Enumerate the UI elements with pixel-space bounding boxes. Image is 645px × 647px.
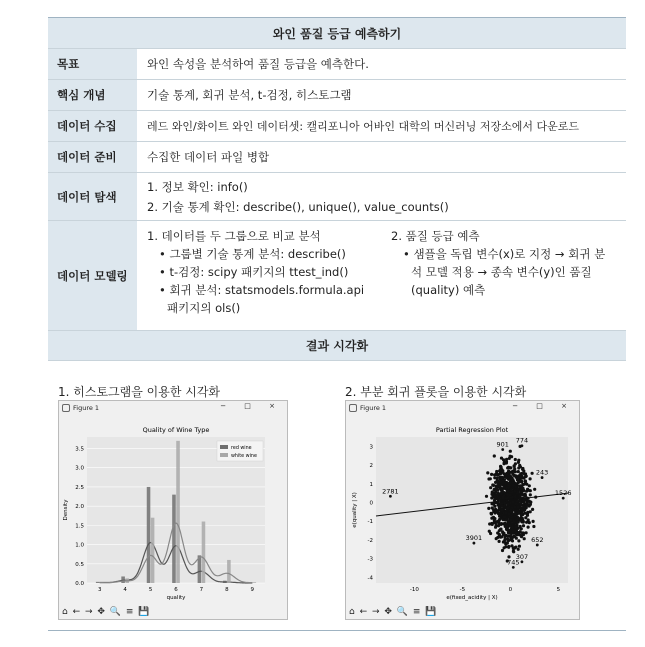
explore-line-2: 2. 기술 통계 확인: describe(), unique(), value_counts() [147,199,449,214]
scatter-point [514,476,517,479]
row-value: 레드 와인/화이트 와인 데이터셋: 캘리포니아 어바인 대학의 머신러닝 저장소에서 다운로드 [147,120,580,133]
modeling-content [137,221,626,330]
scatter-point [526,488,529,491]
scatter-point [515,537,518,540]
row-value: 와인 속성을 분석하여 품질 등급을 예측한다. [147,57,369,71]
scatter-point [510,477,513,480]
scatter-point [492,484,495,487]
scatter-point [518,545,521,548]
scatter-point [504,473,507,476]
scatter-point [500,522,503,525]
regression-chart [346,415,579,605]
scatter-point [512,470,515,473]
bottom-divider [48,630,626,631]
scatter-point [489,486,492,489]
scatter-point [517,539,520,542]
scatter-point [507,507,510,510]
scatter-point [507,546,510,549]
scatter-point [498,540,501,543]
row-label: 목표 [48,49,137,79]
figure-window-histogram [58,400,288,620]
outlier-point [562,497,565,500]
modeling-col2-line: • 샘플을 독립 변수(x)로 지정 → 회귀 분 [403,247,606,261]
y-tick-label: 0 [369,500,373,507]
row-goal [48,49,626,80]
scatter-point [507,489,510,492]
scatter-point [505,524,508,527]
scatter-point [513,464,516,467]
scatter-point [520,477,523,480]
y-axis-label: e(quality | X) [352,492,358,528]
scatter-point [490,473,493,476]
scatter-point [520,480,523,483]
plot-area [376,437,568,583]
scatter-point [489,477,492,480]
scatter-point [498,519,501,522]
scatter-point [508,466,511,469]
scatter-point [510,518,513,521]
modeling-col-2 [387,227,626,324]
scatter-point [520,527,523,530]
scatter-point [520,514,523,517]
y-tick-label: 2 [369,463,373,470]
legend-label: red wine [231,446,252,451]
scatter-point [521,531,524,534]
y-tick-label: 1.0 [75,542,84,549]
histogram-bar [147,487,151,583]
scatter-point [485,495,488,498]
outlier-label: 901 [496,440,509,449]
scatter-point [501,508,504,511]
modeling-col1-item-cont: 패키지의 ols() [167,301,241,315]
scatter-point [502,533,505,536]
scatter-point [518,499,521,502]
scatter-point [520,490,523,493]
scatter-point [510,488,513,491]
row-collection [48,111,626,142]
scatter-point [521,468,524,471]
scatter-point [503,487,506,490]
scatter-point [487,507,490,510]
histogram-bar [253,582,257,583]
scatter-point [488,522,491,525]
row-label: 데이터 수집 [48,111,137,141]
modeling-col1-item: • t-검정: scipy 패키지의 ttest_ind() [159,265,349,279]
figure-toolbar[interactable]: ⌂ ← → ✥ 🔍 ≡ 💾 [62,607,151,617]
outlier-label: 774 [515,436,529,445]
scatter-point [507,531,510,534]
scatter-point [493,517,496,520]
scatter-point [502,491,505,494]
histogram-bar [176,441,180,583]
figure-window-title: Figure 1 [360,404,387,412]
scatter-point [499,528,502,531]
scatter-point [507,513,510,516]
y-tick-label: 1.5 [75,523,84,530]
histogram-chart [59,415,287,605]
row-label: 데이터 준비 [48,142,137,172]
scatter-point [500,457,503,460]
chart-title: Quality of Wine Type [142,426,210,434]
x-axis-label: quality [166,595,186,601]
legend-swatch [220,445,228,449]
scatter-point [493,454,496,457]
outlier-label: 2781 [382,487,399,496]
scatter-point [516,487,519,490]
scatter-point [495,537,498,540]
scatter-point [513,546,516,549]
scatter-point [511,539,514,542]
scatter-point [499,536,502,539]
chart-title: Partial Regression Plot [435,426,509,434]
y-tick-label: 1 [369,481,373,488]
scatter-point [525,531,528,534]
modeling-col-1 [147,227,387,324]
y-tick-label: -2 [367,537,373,544]
scatter-point [515,532,518,535]
scatter-point [524,475,527,478]
scatter-point [505,476,508,479]
scatter-point [532,525,535,528]
modeling-col2-title: 2. 품질 등급 예측 [391,229,480,243]
modeling-col1-item: • 그룹별 기술 통계 분석: describe() [159,247,346,261]
outlier-point [389,495,392,498]
scatter-point [497,482,500,485]
scatter-point [526,511,529,514]
scatter-point [491,506,494,509]
result-title: 결과 시각화 [48,331,626,361]
outlier-point [541,476,544,479]
scatter-point [498,512,501,515]
y-tick-label: 2.0 [75,504,84,511]
row-value [137,173,626,220]
legend-swatch [220,453,228,457]
outlier-label: 745 [507,558,520,567]
scatter-point [517,470,520,473]
row-label: 데이터 모델링 [48,221,137,330]
figure-window-regression [345,400,580,620]
scatter-point [507,503,510,506]
scatter-point [511,536,514,539]
outlier-label: 652 [531,535,544,544]
x-tick-label: 5 [556,587,561,593]
scatter-point [517,480,520,483]
histogram-bar [227,560,231,583]
scatter-point [490,493,493,496]
scatter-point [522,506,525,509]
scatter-point [497,503,500,506]
row-preparation [48,142,626,173]
scatter-point [509,524,512,527]
scatter-point [529,493,532,496]
y-axis-label: Density [63,499,69,521]
scatter-point [493,505,496,508]
scatter-point [532,520,535,523]
scatter-point [490,496,493,499]
row-exploration [48,173,626,221]
scatter-point [529,477,532,480]
explore-line-1: 1. 정보 확인: info() [147,179,248,194]
scatter-point [495,488,498,491]
scatter-point [494,511,497,514]
scatter-point [509,493,512,496]
figure-app-icon [349,404,357,412]
scatter-point [512,484,515,487]
row-concepts [48,80,626,111]
scatter-point [508,521,511,524]
scatter-point [506,541,509,544]
y-tick-label: 3.5 [75,446,84,453]
scatter-point [496,494,499,497]
outlier-point [536,544,539,547]
y-tick-label: -3 [367,556,373,563]
outlier-point [501,448,504,451]
histogram-bar [172,495,176,583]
row-modeling [48,221,626,331]
outlier-label: 1526 [554,489,572,498]
scatter-point [511,500,514,503]
scatter-point [514,458,517,461]
scatter-point [501,470,504,473]
modeling-col1-title: 1. 데이터를 두 그룹으로 비교 분석 [147,229,321,243]
scatter-point [514,525,517,528]
scatter-point [489,532,492,535]
scatter-point [506,538,509,541]
outlier-point [521,560,524,563]
row-value: 기술 통계, 회귀 분석, t-검정, 히스토그램 [147,88,352,102]
window-controls[interactable]: − □ × [512,402,575,410]
scatter-point [523,537,526,540]
histogram-bar [202,522,206,583]
document-table [48,17,626,361]
figure-toolbar[interactable]: ⌂ ← → ✥ 🔍 ≡ 💾 [349,607,438,617]
scatter-point [531,508,534,511]
x-tick-label: 9 [250,587,255,593]
figure-titlebar [346,401,579,415]
scatter-point [513,512,516,515]
outlier-point [512,566,515,569]
scatter-point [519,494,522,497]
outlier-point [473,542,476,545]
scatter-point [510,544,513,547]
y-tick-label: 3.0 [75,465,84,472]
y-tick-label: 3 [369,444,373,451]
x-tick-label: 4 [123,587,127,593]
y-tick-label: 0.5 [75,561,84,568]
scatter-point [503,462,506,465]
scatter-point [519,472,522,475]
scatter-point [509,450,512,453]
scatter-point [509,455,512,458]
scatter-point [511,531,514,534]
x-tick-label: 8 [225,587,229,593]
scatter-point [515,483,518,486]
outlier-label: 307 [515,552,529,561]
scatter-point [518,510,521,513]
histogram-bar [151,518,155,583]
window-controls[interactable]: − □ × [220,402,283,410]
scatter-point [486,471,489,474]
scatter-point [522,524,525,527]
scatter-point [531,472,534,475]
x-tick-label: 6 [174,587,178,593]
scatter-point [533,488,536,491]
scatter-point [516,505,519,508]
scatter-point [496,531,499,534]
outlier-label: 3901 [465,534,483,543]
scatter-point [510,509,513,512]
scatter-point [522,483,525,486]
scatter-point [501,504,504,507]
scatter-point [503,516,506,519]
y-tick-label: -1 [367,519,373,526]
x-tick-label: 0 [508,587,513,593]
modeling-col1-item: • 회귀 분석: statsmodels.formula.api [159,283,365,297]
scatter-point [501,549,504,552]
row-label: 핵심 개념 [48,80,137,110]
modeling-col2-line: 석 모델 적용 → 종속 변수(y)인 품질 [411,265,592,279]
document-title: 와인 품질 등급 예측하기 [48,17,626,49]
figure-window-title: Figure 1 [73,404,100,412]
scatter-point [517,466,520,469]
scatter-point [527,503,530,506]
modeling-col2-line: (quality) 예측 [411,283,486,297]
scatter-point [503,546,506,549]
caption-histogram: 1. 히스토그램을 이용한 시각화 [58,385,220,399]
row-value: 수집한 데이터 파일 병합 [147,150,270,164]
scatter-point [527,526,530,529]
scatter-point [528,500,531,503]
outlier-label: 243 [535,468,549,477]
scatter-point [507,535,510,538]
scatter-point [523,512,526,515]
y-tick-label: -4 [367,575,373,582]
row-label: 데이터 탐색 [48,173,137,220]
x-axis-label: e(fixed_acidity | X) [446,595,498,601]
x-tick-label: 3 [97,587,102,593]
x-tick-label: -10 [409,587,419,593]
scatter-point [517,461,520,464]
y-tick-label: 2.5 [75,484,84,491]
y-tick-label: 0.0 [75,581,84,587]
scatter-point [514,495,517,498]
scatter-point [528,521,531,524]
scatter-point [496,474,499,477]
scatter-point [495,524,498,527]
x-tick-label: -5 [459,587,466,593]
histogram-bar [96,582,100,583]
scatter-point [521,487,524,490]
figure-titlebar [59,401,287,415]
scatter-point [490,512,493,515]
scatter-point [501,477,504,480]
scatter-point [513,521,516,524]
scatter-point [525,483,528,486]
scatter-point [526,514,529,517]
figure-app-icon [62,404,70,412]
scatter-point [517,476,520,479]
legend-label: white wine [231,454,257,459]
scatter-point [519,518,522,521]
scatter-point [501,496,504,499]
outlier-point [521,444,524,447]
caption-regression: 2. 부분 회귀 플롯을 이용한 시각화 [345,385,527,399]
x-tick-label: 7 [199,587,204,593]
x-tick-label: 5 [148,587,153,593]
